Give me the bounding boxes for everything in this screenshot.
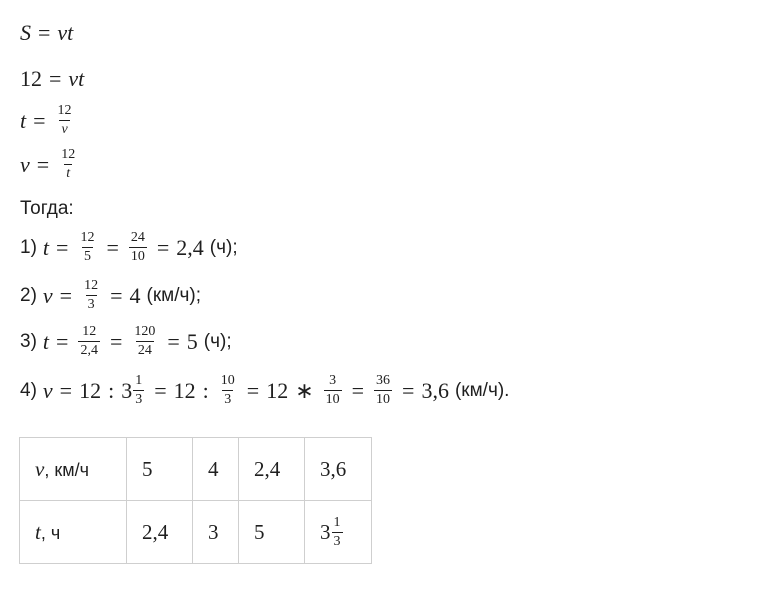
mixed-whole: 3 [320, 519, 331, 544]
step-4: 4) v = 12 : 3 $\frac{1}{3}$ = 12 : $\frac{10}{3}$ = 12 ∗ $\frac{3}{10}$ = $\frac{36}{10}$ = 3,6 (км/ч). [20, 373, 510, 407]
step-unit: (км/ч). [454, 379, 510, 401]
step-unit: (км/ч); [146, 284, 202, 306]
fraction [324, 374, 342, 407]
formula-v [20, 148, 80, 181]
table-cell [305, 501, 372, 564]
table-cell [239, 501, 305, 564]
step-1: 1) t = $\frac{12}{5}$ = $\frac{24}{10}$ = 2,4 (ч); [20, 230, 238, 264]
mixed-number [320, 516, 346, 549]
fraction-numerator: 12 [80, 230, 95, 245]
formula-v-lhs: v [20, 151, 30, 177]
step-variable: t [42, 328, 50, 354]
step-3: 3) t = $\frac{12}{2,4}$ = $\frac{120}{24}$ = 5 (ч); [20, 324, 232, 358]
equals-sign: = [38, 20, 51, 45]
formula-12-rhs: vt [68, 66, 85, 91]
table-cell [239, 438, 305, 501]
step-number: 2) [20, 284, 37, 306]
fraction-denominator: 3 [87, 297, 95, 312]
step-result: 4 [129, 282, 141, 308]
fraction-numerator: 12 [61, 147, 76, 162]
step-variable: v [42, 282, 53, 308]
row-unit: , км/ч [44, 459, 89, 480]
row-header [20, 501, 127, 564]
fraction-denominator: 3 [224, 392, 232, 407]
fraction-numerator: 12 [84, 278, 99, 293]
step-unit: (ч); [209, 236, 238, 258]
equals-sign: = [33, 107, 46, 133]
cell-value: 5 [142, 456, 153, 481]
fraction [132, 325, 157, 358]
fraction [374, 374, 392, 407]
speed-time-table [19, 437, 372, 564]
row-header [20, 438, 127, 501]
step-result: 5 [186, 328, 198, 354]
fraction-numerator: 36 [376, 373, 391, 388]
fraction-denominator: 24 [137, 343, 152, 358]
fraction-numerator: 3 [329, 373, 337, 388]
fraction-numerator: 120 [134, 324, 156, 339]
step-value: 12 [266, 377, 289, 403]
fraction-denominator: 5 [83, 249, 91, 264]
formula-distance [20, 20, 73, 46]
table-cell [193, 438, 239, 501]
fraction [78, 325, 100, 358]
table-row [20, 501, 372, 564]
cell-value: 3 [208, 519, 219, 544]
formula-t-lhs: t [20, 107, 27, 133]
row-variable: t [35, 519, 41, 544]
formula-distance-rhs: vt [57, 20, 74, 45]
fraction-denominator: 3 [135, 392, 143, 407]
step-number: 3) [20, 330, 37, 352]
equals-sign: = [49, 66, 62, 91]
step-variable: v [42, 377, 53, 403]
equals-sign: = [36, 151, 50, 177]
step-result: 3,6 [421, 377, 449, 403]
then-label: Тогда: [20, 198, 74, 219]
multiplication-sign: ∗ [295, 377, 314, 403]
fraction-numerator: 12 [57, 103, 72, 118]
cell-value: 3,6 [320, 456, 347, 481]
fraction-denominator: 10 [325, 392, 340, 407]
formula-t [20, 104, 77, 137]
cell-value: 2,4 [142, 519, 169, 544]
step-result: 2,4 [176, 234, 204, 260]
step-value: 12 [79, 377, 102, 403]
fraction-numerator: 10 [220, 373, 235, 388]
fraction [59, 148, 77, 181]
formula-distance-lhs: S [20, 20, 31, 45]
fraction [332, 516, 343, 549]
mixed-whole: 3 [121, 377, 133, 403]
fraction-numerator: 1 [333, 514, 341, 530]
step-number: 4) [20, 379, 37, 401]
fraction [82, 279, 100, 312]
cell-value: 2,4 [254, 456, 281, 481]
step-2: 2) v = $\frac{12}{3}$ = 4 (км/ч); [20, 278, 202, 312]
fraction-denominator: 2,4 [80, 343, 98, 358]
row-variable: v [35, 456, 45, 481]
step-value: 12 [173, 377, 196, 403]
step-variable: t [42, 234, 50, 260]
fraction-denominator: 10 [130, 249, 145, 264]
fraction-denominator: 3 [333, 533, 341, 549]
fraction-numerator: 24 [130, 230, 145, 245]
table-cell [193, 501, 239, 564]
formula-12-vt [20, 66, 84, 92]
fraction [219, 374, 237, 407]
table-cell [127, 501, 193, 564]
fraction-numerator: 12 [82, 324, 97, 339]
division-sign: : [108, 377, 115, 403]
division-sign: : [202, 377, 209, 403]
formula-12-lhs: 12 [20, 66, 42, 91]
cell-value: 4 [208, 456, 219, 481]
table-cell [127, 438, 193, 501]
fraction-denominator: v [61, 122, 68, 137]
fraction-numerator: 1 [135, 373, 143, 388]
fraction [129, 231, 147, 264]
fraction [56, 104, 74, 137]
fraction [133, 374, 144, 407]
step-number: 1) [20, 236, 37, 258]
cell-value: 5 [254, 519, 265, 544]
table-row [20, 438, 372, 501]
step-unit: (ч); [203, 330, 232, 352]
fraction [78, 231, 96, 264]
fraction-denominator: 10 [376, 392, 391, 407]
row-unit: , ч [40, 522, 61, 543]
table-cell [305, 438, 372, 501]
fraction-denominator: t [66, 166, 71, 181]
